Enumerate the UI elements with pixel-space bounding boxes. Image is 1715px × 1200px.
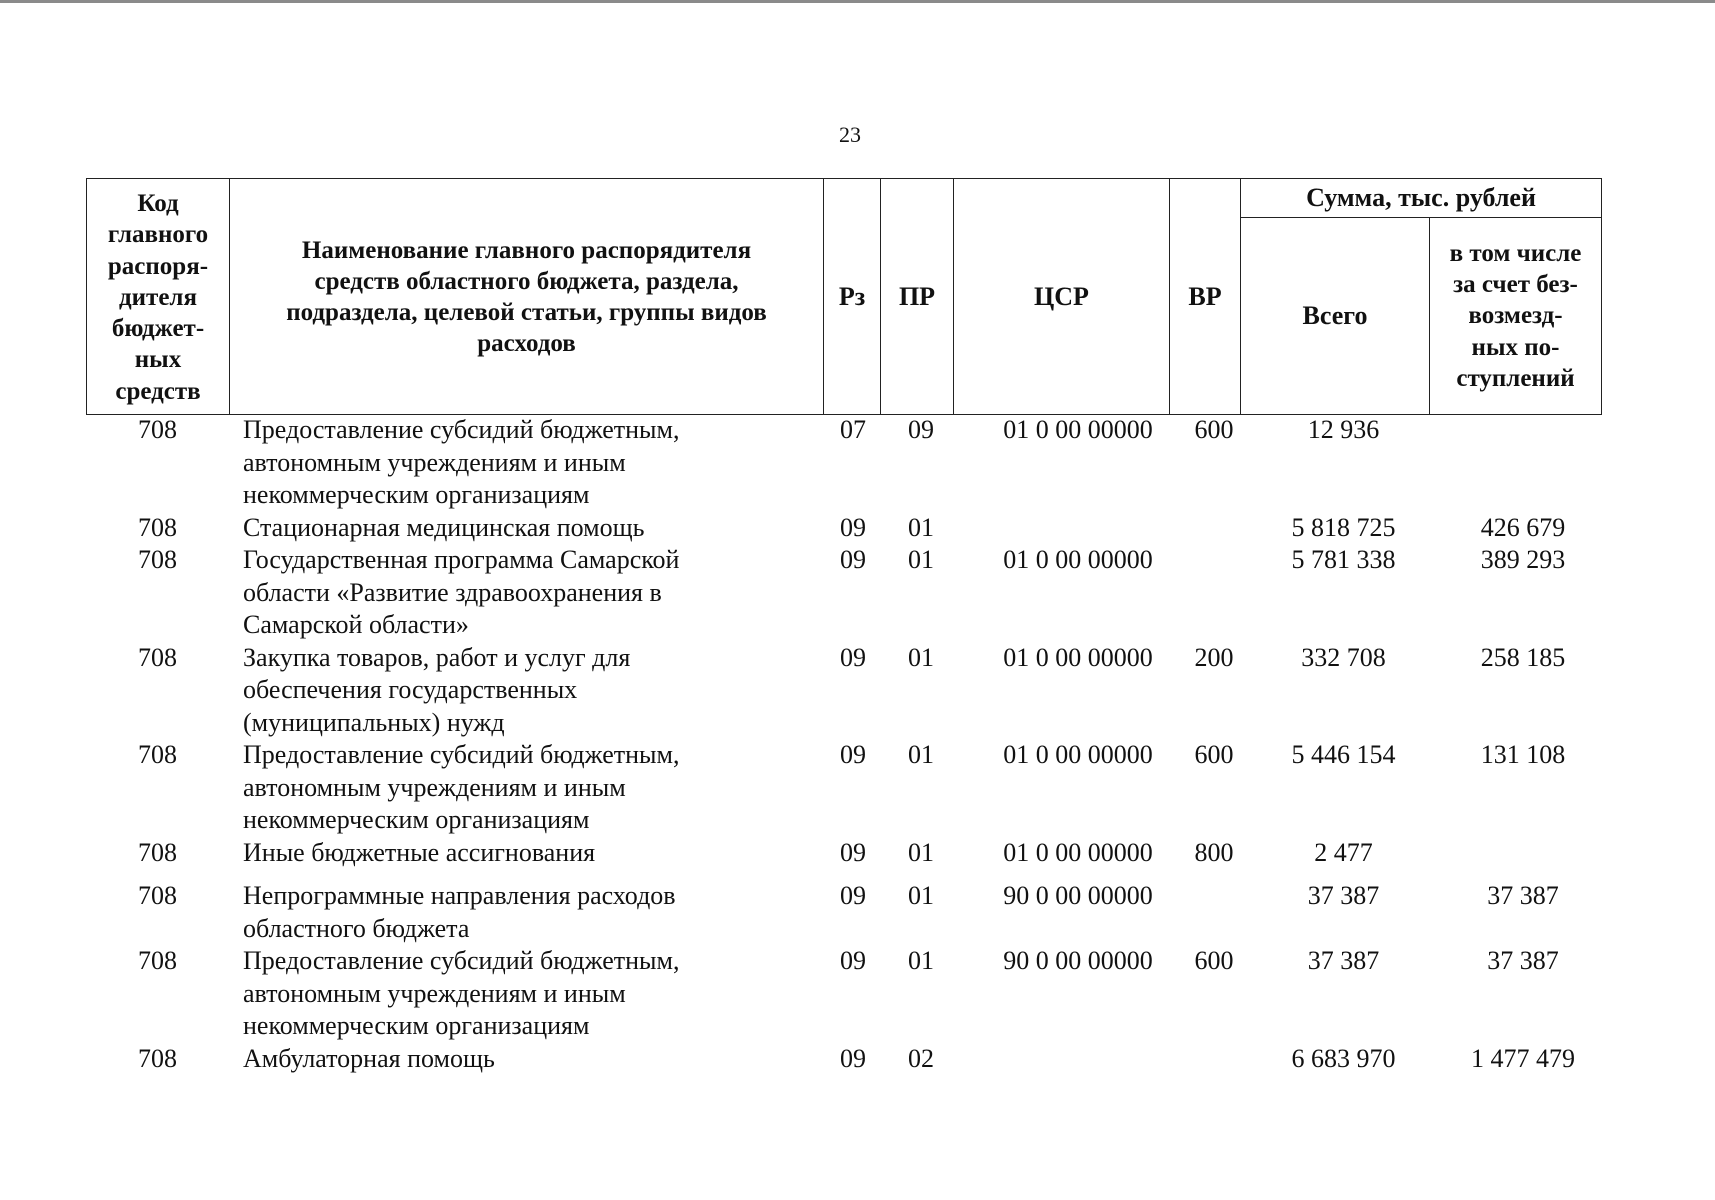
cell-code: 708 (138, 545, 177, 574)
table-row (86, 739, 1606, 837)
cell-total: 37 387 (1307, 881, 1380, 910)
cell-rz: 09 (840, 512, 866, 542)
header-sum: Сумма, тыс. рублей (1241, 179, 1602, 218)
cell-rz: 09 (840, 545, 866, 574)
cell-rz: 07 (840, 415, 866, 444)
cell-rz: 09 (840, 946, 866, 975)
header-total: Всего (1241, 218, 1430, 415)
cell-vr: 600 (1194, 946, 1234, 975)
table-row (86, 1043, 1606, 1076)
cell-including: 1 477 479 (1471, 1043, 1575, 1073)
cell-including: 37 387 (1487, 881, 1559, 910)
cell-pr: 01 (908, 512, 934, 542)
table-body (86, 414, 1606, 1075)
table-row (86, 512, 1606, 545)
cell-csr: 01 0 00 00000 (1003, 740, 1153, 769)
header-csr: ЦСР (954, 179, 1170, 415)
cell-csr: 01 0 00 00000 (1003, 837, 1153, 867)
cell-vr: 200 (1194, 642, 1234, 672)
header-rz: Рз (824, 179, 881, 415)
table-row (86, 642, 1606, 740)
header-vr: ВР (1170, 179, 1241, 415)
cell-total: 6 683 970 (1291, 1043, 1396, 1073)
cell-name: Иные бюджетные ассигнования (243, 837, 596, 867)
top-border-line (0, 0, 1715, 3)
cell-code: 708 (138, 946, 177, 975)
header-pr: ПР (881, 179, 954, 415)
cell-rz: 09 (840, 642, 866, 672)
cell-pr: 02 (908, 1043, 934, 1073)
cell-pr: 01 (908, 881, 934, 910)
cell-code: 708 (138, 881, 177, 910)
cell-total: 5 446 154 (1291, 740, 1396, 769)
table-header (86, 178, 1602, 415)
cell-total: 12 936 (1307, 415, 1380, 444)
table-row (86, 837, 1606, 870)
cell-total: 5 781 338 (1291, 545, 1396, 574)
cell-including: 426 679 (1480, 512, 1566, 542)
cell-csr: 90 0 00 00000 (1003, 946, 1153, 975)
cell-rz: 09 (840, 1043, 866, 1073)
table-row (86, 945, 1606, 1043)
cell-including: 131 108 (1480, 740, 1566, 769)
cell-name: Государственная программа Самарской области «Развитие здравоохранения в Самарской области» (243, 545, 680, 639)
cell-name: Непрограммные направления расходов областного бюджета (243, 881, 676, 943)
table-row (86, 880, 1606, 945)
cell-total: 2 477 (1314, 837, 1373, 867)
cell-vr: 600 (1194, 740, 1234, 769)
header-including: в том числе за счет без- возмезд- ных по- ступлений (1430, 218, 1602, 415)
cell-total: 37 387 (1307, 946, 1380, 975)
cell-pr: 09 (908, 415, 934, 444)
cell-code: 708 (138, 512, 177, 542)
cell-code: 708 (138, 740, 177, 769)
cell-including: 258 185 (1480, 642, 1566, 672)
page-number: 23 (839, 122, 861, 147)
cell-pr: 01 (908, 740, 934, 769)
table-row (86, 414, 1606, 512)
cell-name: Предоставление субсидий бюджетным, автономным учреждениям и иным некоммерческим организациям (243, 946, 680, 1040)
cell-name: Предоставление субсидий бюджетным, автономным учреждениям и иным некоммерческим организациям (243, 415, 680, 509)
cell-pr: 01 (908, 946, 934, 975)
cell-vr: 600 (1194, 415, 1234, 444)
cell-name: Закупка товаров, работ и услуг для обеспечения государственных (муниципальных) нужд (243, 642, 631, 737)
cell-pr: 01 (908, 642, 934, 672)
cell-csr: 01 0 00 00000 (1003, 642, 1153, 672)
cell-rz: 09 (840, 740, 866, 769)
cell-pr: 01 (908, 837, 934, 867)
table-row (86, 544, 1606, 642)
cell-code: 708 (138, 415, 177, 444)
cell-vr: 800 (1194, 837, 1234, 867)
cell-rz: 09 (840, 837, 866, 867)
cell-total: 5 818 725 (1291, 512, 1396, 542)
header-name: Наименование главного распорядителя средств областного бюджета, раздела, подраздела, целевой статьи, группы видов расходов (230, 179, 824, 415)
cell-including: 389 293 (1480, 545, 1566, 574)
cell-csr: 01 0 00 00000 (1003, 545, 1153, 574)
cell-code: 708 (138, 837, 177, 867)
cell-code: 708 (138, 642, 177, 672)
cell-code: 708 (138, 1043, 177, 1073)
cell-rz: 09 (840, 881, 866, 910)
header-code: Код главного распоря- дителя бюджет- ных средств (87, 179, 230, 415)
cell-pr: 01 (908, 545, 934, 574)
cell-total: 332 708 (1301, 642, 1386, 672)
cell-name: Стационарная медицинская помощь (243, 512, 645, 542)
cell-name: Амбулаторная помощь (243, 1043, 495, 1073)
cell-name: Предоставление субсидий бюджетным, автономным учреждениям и иным некоммерческим организациям (243, 740, 680, 834)
cell-including: 37 387 (1487, 946, 1559, 975)
cell-csr: 01 0 00 00000 (1003, 415, 1153, 444)
cell-csr: 90 0 00 00000 (1003, 881, 1153, 910)
